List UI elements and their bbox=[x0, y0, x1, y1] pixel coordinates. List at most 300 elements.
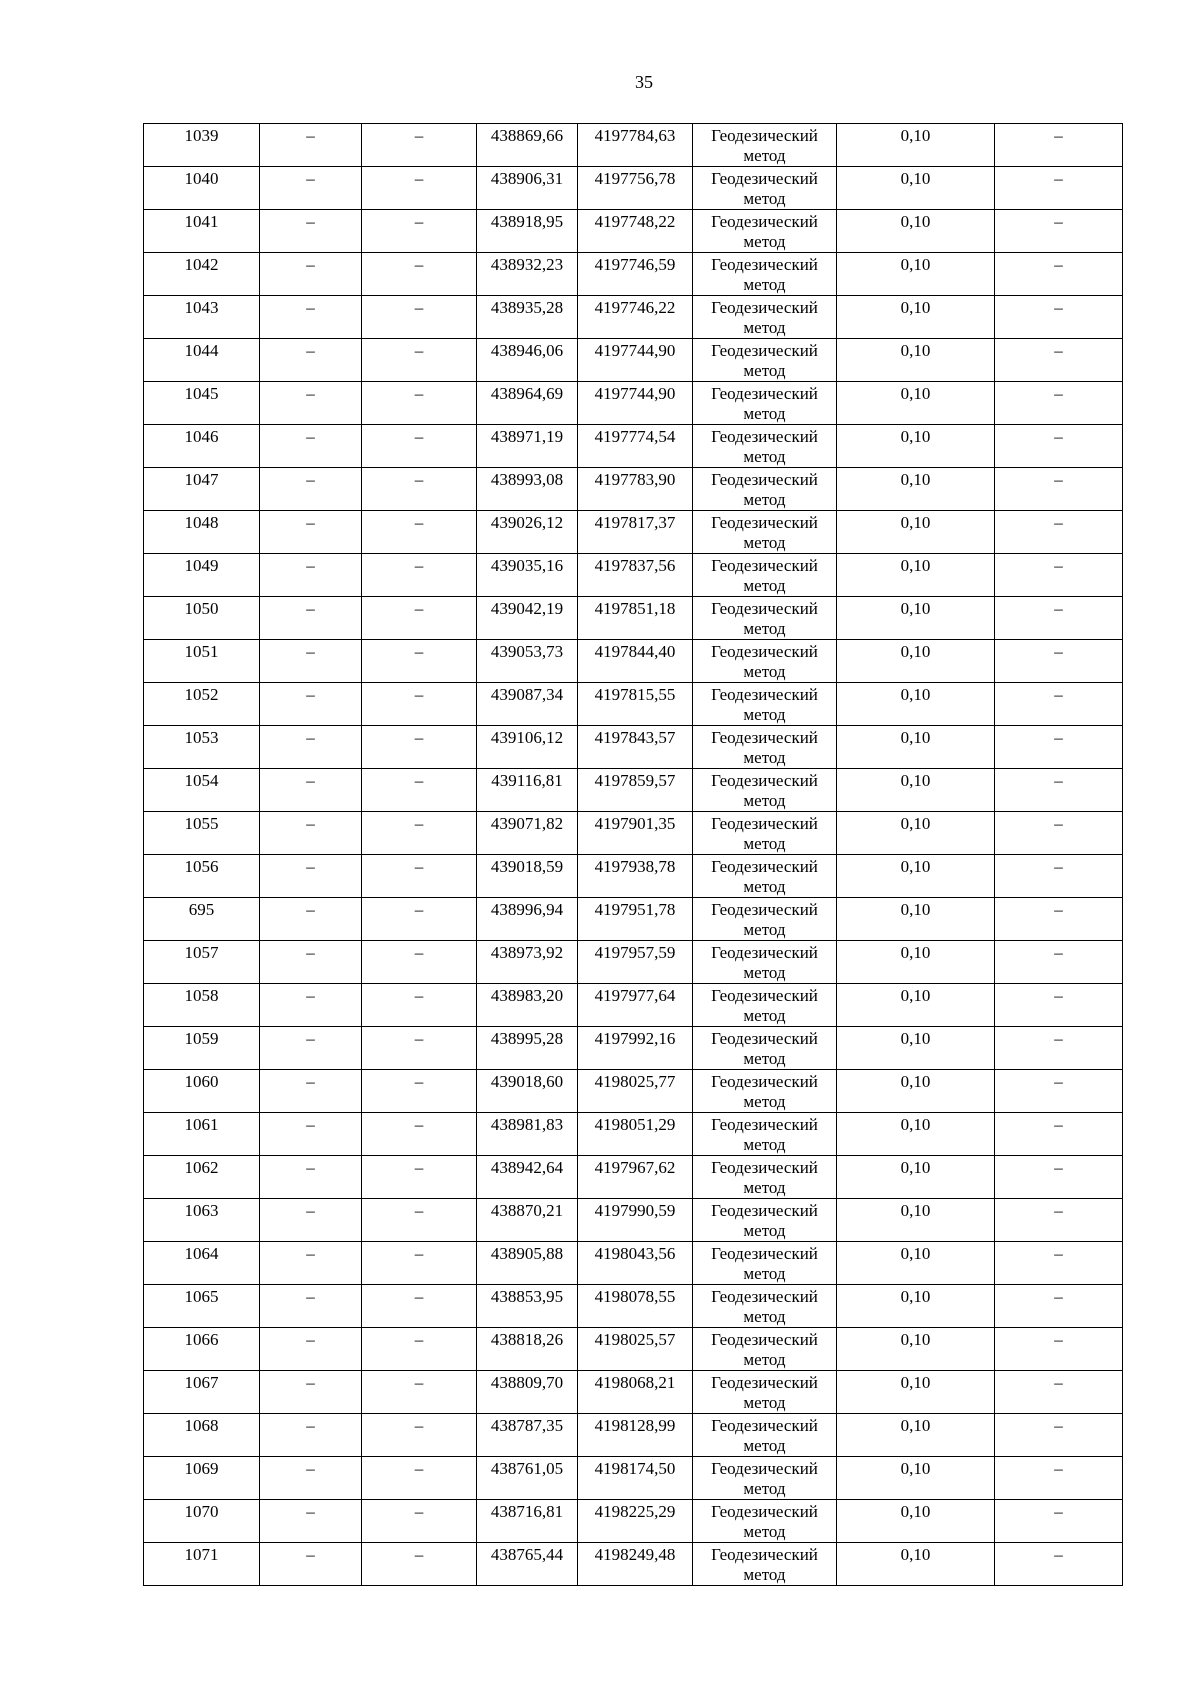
accuracy-text: 0,10 bbox=[900, 1072, 931, 1091]
description-text: – bbox=[1054, 341, 1063, 360]
y-coordinate-cell bbox=[578, 339, 693, 382]
blank-cell-b bbox=[362, 1113, 477, 1156]
point-number-text: 1071 bbox=[184, 1545, 219, 1564]
accuracy-text: 0,10 bbox=[900, 943, 931, 962]
accuracy-cell bbox=[837, 511, 995, 554]
method-text: Геодезический метод bbox=[711, 642, 818, 681]
table-row bbox=[144, 124, 1123, 167]
accuracy-text: 0,10 bbox=[900, 1029, 931, 1048]
description-cell bbox=[995, 1156, 1123, 1199]
y-coordinate-cell bbox=[578, 1113, 693, 1156]
blank-text-a: – bbox=[306, 255, 315, 274]
blank-cell-b bbox=[362, 382, 477, 425]
point-number-text: 1043 bbox=[184, 298, 219, 317]
y-coordinate-text: 4197744,90 bbox=[594, 384, 676, 403]
y-coordinate-text: 4197967,62 bbox=[594, 1158, 676, 1177]
method-text: Геодезический метод bbox=[711, 771, 818, 810]
blank-text-a: – bbox=[306, 642, 315, 661]
accuracy-text: 0,10 bbox=[900, 685, 931, 704]
blank-cell-b bbox=[362, 1371, 477, 1414]
accuracy-text: 0,10 bbox=[900, 1115, 931, 1134]
method-text: Геодезический метод bbox=[711, 1287, 818, 1326]
blank-cell-a bbox=[260, 640, 362, 683]
x-coordinate-cell bbox=[477, 253, 578, 296]
description-cell bbox=[995, 1285, 1123, 1328]
description-cell bbox=[995, 1113, 1123, 1156]
blank-text-a: – bbox=[306, 1201, 315, 1220]
table-row bbox=[144, 339, 1123, 382]
table-row bbox=[144, 1285, 1123, 1328]
description-cell bbox=[995, 382, 1123, 425]
blank-text-a: – bbox=[306, 384, 315, 403]
point-number-text: 1061 bbox=[184, 1115, 219, 1134]
blank-text-a: – bbox=[306, 943, 315, 962]
y-coordinate-text: 4197783,90 bbox=[594, 470, 676, 489]
y-coordinate-cell bbox=[578, 1457, 693, 1500]
description-cell bbox=[995, 167, 1123, 210]
table-row bbox=[144, 597, 1123, 640]
y-coordinate-cell bbox=[578, 468, 693, 511]
accuracy-cell bbox=[837, 1113, 995, 1156]
method-text: Геодезический метод bbox=[711, 169, 818, 208]
y-coordinate-cell bbox=[578, 1414, 693, 1457]
blank-cell-a bbox=[260, 382, 362, 425]
blank-text-a: – bbox=[306, 728, 315, 747]
blank-cell-a bbox=[260, 1500, 362, 1543]
blank-text-a: – bbox=[306, 900, 315, 919]
blank-cell-a bbox=[260, 1027, 362, 1070]
description-cell bbox=[995, 812, 1123, 855]
accuracy-text: 0,10 bbox=[900, 1373, 931, 1392]
description-cell bbox=[995, 855, 1123, 898]
blank-text-a: – bbox=[306, 986, 315, 1005]
description-text: – bbox=[1054, 255, 1063, 274]
point-number-text: 1055 bbox=[184, 814, 219, 833]
blank-text-a: – bbox=[306, 1459, 315, 1478]
point-number-cell bbox=[144, 554, 260, 597]
blank-text-a: – bbox=[306, 341, 315, 360]
table-row bbox=[144, 468, 1123, 511]
y-coordinate-text: 4198025,77 bbox=[594, 1072, 676, 1091]
blank-cell-a bbox=[260, 941, 362, 984]
description-cell bbox=[995, 1457, 1123, 1500]
method-cell bbox=[693, 941, 837, 984]
y-coordinate-cell bbox=[578, 855, 693, 898]
method-cell bbox=[693, 769, 837, 812]
point-number-text: 1045 bbox=[184, 384, 219, 403]
accuracy-cell bbox=[837, 597, 995, 640]
description-text: – bbox=[1054, 1029, 1063, 1048]
x-coordinate-cell bbox=[477, 855, 578, 898]
blank-cell-b bbox=[362, 425, 477, 468]
blank-text-a: – bbox=[306, 857, 315, 876]
accuracy-text: 0,10 bbox=[900, 1459, 931, 1478]
blank-text-b: – bbox=[414, 470, 424, 489]
x-coordinate-cell bbox=[477, 1199, 578, 1242]
x-coordinate-cell bbox=[477, 554, 578, 597]
blank-text-a: – bbox=[306, 599, 315, 618]
page-number: 35 bbox=[635, 72, 653, 92]
accuracy-cell bbox=[837, 124, 995, 167]
blank-text-b: – bbox=[414, 1373, 424, 1392]
method-text: Геодезический метод bbox=[711, 986, 818, 1025]
y-coordinate-cell bbox=[578, 511, 693, 554]
method-cell bbox=[693, 425, 837, 468]
blank-cell-a bbox=[260, 769, 362, 812]
x-coordinate-cell bbox=[477, 812, 578, 855]
description-cell bbox=[995, 296, 1123, 339]
point-number-text: 1063 bbox=[184, 1201, 219, 1220]
method-cell bbox=[693, 210, 837, 253]
x-coordinate-text: 438996,94 bbox=[490, 900, 564, 919]
accuracy-cell bbox=[837, 1414, 995, 1457]
method-cell bbox=[693, 1242, 837, 1285]
method-cell bbox=[693, 726, 837, 769]
accuracy-text: 0,10 bbox=[900, 1545, 931, 1564]
accuracy-cell bbox=[837, 382, 995, 425]
y-coordinate-text: 4197815,55 bbox=[594, 685, 676, 704]
x-coordinate-cell bbox=[477, 1414, 578, 1457]
point-number-cell bbox=[144, 1285, 260, 1328]
point-number-text: 1042 bbox=[184, 255, 219, 274]
point-number-cell bbox=[144, 1500, 260, 1543]
table-row bbox=[144, 210, 1123, 253]
blank-cell-a bbox=[260, 1543, 362, 1586]
description-cell bbox=[995, 1414, 1123, 1457]
accuracy-text: 0,10 bbox=[900, 728, 931, 747]
x-coordinate-cell bbox=[477, 1457, 578, 1500]
y-coordinate-text: 4197756,78 bbox=[594, 169, 676, 188]
accuracy-text: 0,10 bbox=[900, 857, 931, 876]
point-number-cell bbox=[144, 769, 260, 812]
accuracy-text: 0,10 bbox=[900, 599, 931, 618]
method-text: Геодезический метод bbox=[711, 900, 818, 939]
x-coordinate-text: 439018,59 bbox=[490, 857, 564, 876]
x-coordinate-text: 438761,05 bbox=[490, 1459, 564, 1478]
point-number-cell bbox=[144, 898, 260, 941]
description-text: – bbox=[1054, 986, 1063, 1005]
blank-cell-a bbox=[260, 339, 362, 382]
description-cell bbox=[995, 597, 1123, 640]
blank-text-a: – bbox=[306, 1502, 315, 1521]
accuracy-text: 0,10 bbox=[900, 900, 931, 919]
accuracy-text: 0,10 bbox=[900, 384, 931, 403]
accuracy-cell bbox=[837, 1199, 995, 1242]
accuracy-text: 0,10 bbox=[900, 212, 931, 231]
blank-text-b: – bbox=[414, 513, 424, 532]
description-cell bbox=[995, 468, 1123, 511]
table-row bbox=[144, 1113, 1123, 1156]
method-text: Геодезический метод bbox=[711, 1330, 818, 1369]
x-coordinate-cell bbox=[477, 941, 578, 984]
point-number-cell bbox=[144, 640, 260, 683]
accuracy-cell bbox=[837, 1543, 995, 1586]
x-coordinate-text: 438973,92 bbox=[490, 943, 564, 962]
blank-text-b: – bbox=[414, 728, 424, 747]
blank-cell-a bbox=[260, 597, 362, 640]
blank-text-b: – bbox=[414, 126, 424, 145]
method-cell bbox=[693, 1543, 837, 1586]
x-coordinate-text: 438935,28 bbox=[490, 298, 564, 317]
x-coordinate-text: 439116,81 bbox=[491, 771, 563, 790]
x-coordinate-text: 438983,20 bbox=[490, 986, 564, 1005]
blank-cell-b bbox=[362, 812, 477, 855]
y-coordinate-text: 4197844,40 bbox=[594, 642, 676, 661]
point-number-cell bbox=[144, 167, 260, 210]
method-text: Геодезический метод bbox=[711, 255, 818, 294]
method-cell bbox=[693, 1027, 837, 1070]
description-text: – bbox=[1054, 1459, 1063, 1478]
accuracy-text: 0,10 bbox=[900, 255, 931, 274]
y-coordinate-text: 4198078,55 bbox=[594, 1287, 676, 1306]
table-row bbox=[144, 425, 1123, 468]
x-coordinate-text: 438787,35 bbox=[490, 1416, 564, 1435]
blank-text-a: – bbox=[306, 556, 315, 575]
x-coordinate-cell bbox=[477, 683, 578, 726]
blank-cell-a bbox=[260, 253, 362, 296]
table-row bbox=[144, 898, 1123, 941]
accuracy-cell bbox=[837, 1285, 995, 1328]
blank-text-b: – bbox=[414, 986, 424, 1005]
blank-cell-b bbox=[362, 1070, 477, 1113]
blank-cell-b bbox=[362, 210, 477, 253]
point-number-text: 1049 bbox=[184, 556, 219, 575]
point-number-cell bbox=[144, 855, 260, 898]
y-coordinate-text: 4197784,63 bbox=[594, 126, 676, 145]
point-number-text: 1054 bbox=[184, 771, 219, 790]
table-row bbox=[144, 382, 1123, 425]
method-text: Геодезический метод bbox=[711, 1502, 818, 1541]
accuracy-cell bbox=[837, 1156, 995, 1199]
accuracy-cell bbox=[837, 554, 995, 597]
blank-text-a: – bbox=[306, 1330, 315, 1349]
blank-cell-a bbox=[260, 1156, 362, 1199]
point-number-cell bbox=[144, 1414, 260, 1457]
blank-cell-a bbox=[260, 855, 362, 898]
blank-cell-b bbox=[362, 1027, 477, 1070]
y-coordinate-text: 4197901,35 bbox=[594, 814, 676, 833]
blank-cell-b bbox=[362, 597, 477, 640]
blank-text-b: – bbox=[414, 599, 424, 618]
method-text: Геодезический метод bbox=[711, 556, 818, 595]
table-row bbox=[144, 769, 1123, 812]
accuracy-cell bbox=[837, 855, 995, 898]
blank-text-b: – bbox=[414, 642, 424, 661]
x-coordinate-cell bbox=[477, 1543, 578, 1586]
y-coordinate-cell bbox=[578, 554, 693, 597]
table-row bbox=[144, 1242, 1123, 1285]
y-coordinate-cell bbox=[578, 1242, 693, 1285]
method-cell bbox=[693, 554, 837, 597]
y-coordinate-text: 4197990,59 bbox=[594, 1201, 676, 1220]
method-cell bbox=[693, 1457, 837, 1500]
table-row bbox=[144, 812, 1123, 855]
x-coordinate-text: 438932,23 bbox=[490, 255, 564, 274]
x-coordinate-cell bbox=[477, 124, 578, 167]
accuracy-text: 0,10 bbox=[900, 298, 931, 317]
coordinates-table bbox=[143, 123, 1123, 1586]
description-text: – bbox=[1054, 1545, 1063, 1564]
point-number-text: 1047 bbox=[184, 470, 219, 489]
point-number-cell bbox=[144, 253, 260, 296]
description-cell bbox=[995, 1027, 1123, 1070]
point-number-text: 1069 bbox=[184, 1459, 219, 1478]
x-coordinate-cell bbox=[477, 984, 578, 1027]
method-text: Геодезический метод bbox=[711, 1244, 818, 1283]
point-number-text: 1053 bbox=[184, 728, 219, 747]
point-number-cell bbox=[144, 1027, 260, 1070]
x-coordinate-text: 438995,28 bbox=[490, 1029, 564, 1048]
x-coordinate-cell bbox=[477, 468, 578, 511]
description-text: – bbox=[1054, 212, 1063, 231]
x-coordinate-text: 438818,26 bbox=[490, 1330, 564, 1349]
blank-cell-a bbox=[260, 167, 362, 210]
x-coordinate-cell bbox=[477, 1285, 578, 1328]
point-number-cell bbox=[144, 812, 260, 855]
x-coordinate-cell bbox=[477, 1070, 578, 1113]
method-cell bbox=[693, 339, 837, 382]
x-coordinate-cell bbox=[477, 898, 578, 941]
y-coordinate-cell bbox=[578, 1199, 693, 1242]
method-text: Геодезический метод bbox=[711, 599, 818, 638]
accuracy-text: 0,10 bbox=[900, 642, 931, 661]
description-text: – bbox=[1054, 126, 1063, 145]
y-coordinate-cell bbox=[578, 640, 693, 683]
description-text: – bbox=[1054, 427, 1063, 446]
accuracy-cell bbox=[837, 296, 995, 339]
point-number-text: 1067 bbox=[184, 1373, 219, 1392]
x-coordinate-text: 438971,19 bbox=[490, 427, 564, 446]
blank-cell-b bbox=[362, 855, 477, 898]
point-number-text: 1062 bbox=[184, 1158, 219, 1177]
blank-text-a: – bbox=[306, 513, 315, 532]
x-coordinate-text: 438765,44 bbox=[490, 1545, 564, 1564]
point-number-text: 1065 bbox=[184, 1287, 219, 1306]
y-coordinate-cell bbox=[578, 1500, 693, 1543]
point-number-text: 1068 bbox=[184, 1416, 219, 1435]
accuracy-cell bbox=[837, 210, 995, 253]
point-number-text: 1066 bbox=[184, 1330, 219, 1349]
blank-text-b: – bbox=[414, 900, 424, 919]
description-text: – bbox=[1054, 298, 1063, 317]
blank-text-a: – bbox=[306, 427, 315, 446]
x-coordinate-cell bbox=[477, 425, 578, 468]
y-coordinate-cell bbox=[578, 941, 693, 984]
blank-cell-a bbox=[260, 1414, 362, 1457]
description-cell bbox=[995, 726, 1123, 769]
table-row bbox=[144, 253, 1123, 296]
point-number-text: 1050 bbox=[184, 599, 219, 618]
point-number-cell bbox=[144, 124, 260, 167]
method-cell bbox=[693, 253, 837, 296]
x-coordinate-text: 439053,73 bbox=[490, 642, 564, 661]
point-number-cell bbox=[144, 1156, 260, 1199]
accuracy-cell bbox=[837, 769, 995, 812]
accuracy-text: 0,10 bbox=[900, 341, 931, 360]
blank-text-b: – bbox=[414, 298, 424, 317]
point-number-cell bbox=[144, 1199, 260, 1242]
point-number-text: 1052 bbox=[184, 685, 219, 704]
y-coordinate-text: 4197859,57 bbox=[594, 771, 676, 790]
table-row bbox=[144, 1199, 1123, 1242]
y-coordinate-text: 4197851,18 bbox=[594, 599, 676, 618]
blank-cell-b bbox=[362, 511, 477, 554]
x-coordinate-cell bbox=[477, 1113, 578, 1156]
method-cell bbox=[693, 468, 837, 511]
method-text: Геодезический метод bbox=[711, 1115, 818, 1154]
blank-text-b: – bbox=[414, 341, 424, 360]
coordinates-table-body bbox=[144, 124, 1123, 1586]
y-coordinate-text: 4197843,57 bbox=[594, 728, 676, 747]
blank-text-b: – bbox=[414, 1244, 424, 1263]
blank-cell-a bbox=[260, 296, 362, 339]
x-coordinate-cell bbox=[477, 339, 578, 382]
y-coordinate-text: 4197977,64 bbox=[594, 986, 676, 1005]
method-text: Геодезический метод bbox=[711, 470, 818, 509]
blank-cell-a bbox=[260, 984, 362, 1027]
blank-text-b: – bbox=[414, 384, 424, 403]
accuracy-cell bbox=[837, 1500, 995, 1543]
method-cell bbox=[693, 855, 837, 898]
accuracy-cell bbox=[837, 1242, 995, 1285]
table-row bbox=[144, 167, 1123, 210]
accuracy-text: 0,10 bbox=[900, 1287, 931, 1306]
blank-cell-b bbox=[362, 167, 477, 210]
description-text: – bbox=[1054, 1244, 1063, 1263]
accuracy-text: 0,10 bbox=[900, 1330, 931, 1349]
blank-cell-a bbox=[260, 1070, 362, 1113]
x-coordinate-text: 438809,70 bbox=[490, 1373, 564, 1392]
blank-cell-b bbox=[362, 726, 477, 769]
table-row bbox=[144, 511, 1123, 554]
blank-text-a: – bbox=[306, 1287, 315, 1306]
accuracy-cell bbox=[837, 640, 995, 683]
x-coordinate-cell bbox=[477, 511, 578, 554]
blank-cell-a bbox=[260, 511, 362, 554]
accuracy-text: 0,10 bbox=[900, 556, 931, 575]
method-cell bbox=[693, 1156, 837, 1199]
point-number-cell bbox=[144, 511, 260, 554]
description-cell bbox=[995, 124, 1123, 167]
blank-cell-b bbox=[362, 1156, 477, 1199]
x-coordinate-text: 438946,06 bbox=[490, 341, 564, 360]
y-coordinate-text: 4198043,56 bbox=[594, 1244, 676, 1263]
blank-text-a: – bbox=[306, 1072, 315, 1091]
table-row bbox=[144, 1457, 1123, 1500]
point-number-cell bbox=[144, 597, 260, 640]
x-coordinate-text: 438870,21 bbox=[490, 1201, 564, 1220]
y-coordinate-cell bbox=[578, 253, 693, 296]
x-coordinate-text: 438869,66 bbox=[490, 126, 564, 145]
description-text: – bbox=[1054, 470, 1063, 489]
y-coordinate-text: 4197744,90 bbox=[594, 341, 676, 360]
method-text: Геодезический метод bbox=[711, 1545, 818, 1584]
y-coordinate-text: 4198128,99 bbox=[594, 1416, 676, 1435]
description-cell bbox=[995, 511, 1123, 554]
blank-text-b: – bbox=[414, 1029, 424, 1048]
y-coordinate-cell bbox=[578, 769, 693, 812]
method-text: Геодезический метод bbox=[711, 728, 818, 767]
method-text: Геодезический метод bbox=[711, 1373, 818, 1412]
blank-cell-b bbox=[362, 769, 477, 812]
blank-cell-a bbox=[260, 812, 362, 855]
description-text: – bbox=[1054, 728, 1063, 747]
table-row bbox=[144, 1414, 1123, 1457]
method-text: Геодезический метод bbox=[711, 814, 818, 853]
blank-text-a: – bbox=[306, 1416, 315, 1435]
description-cell bbox=[995, 1199, 1123, 1242]
blank-text-b: – bbox=[414, 255, 424, 274]
